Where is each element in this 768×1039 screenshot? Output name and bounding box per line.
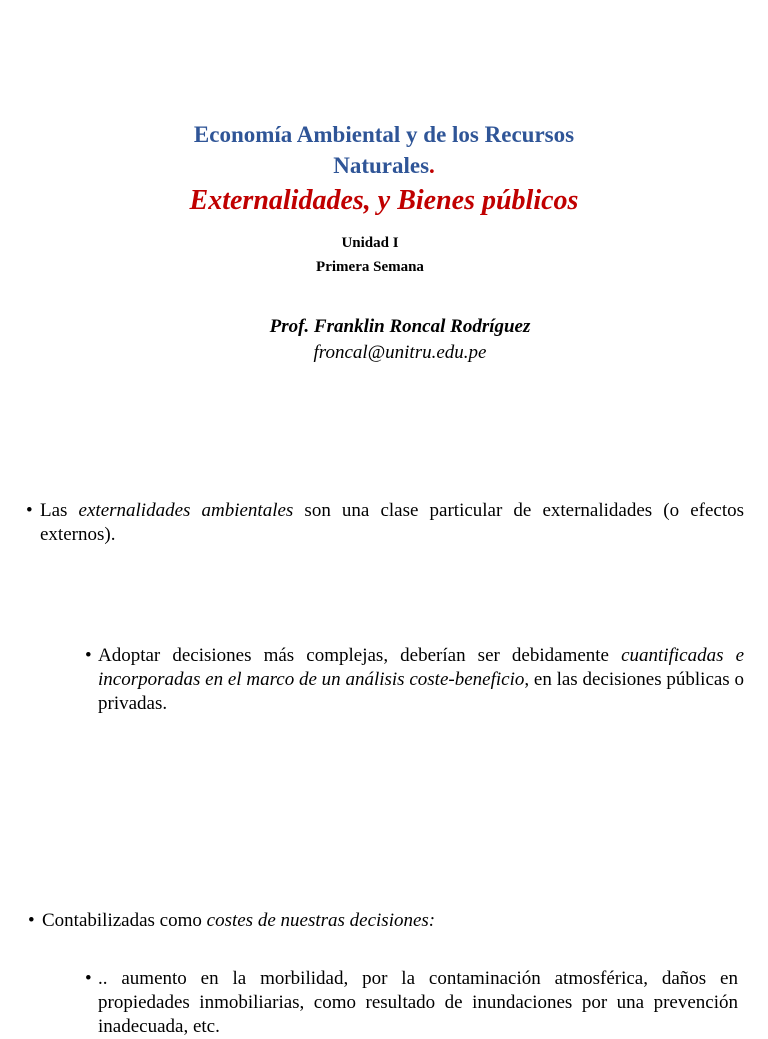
title-line-1: Economía Ambiental y de los Recursos xyxy=(193,122,575,147)
bullet-text-pre: Adoptar decisiones más complejas, deberían ser debidamente xyxy=(98,645,622,666)
title-period: . xyxy=(429,153,435,178)
bullet-marker: • xyxy=(28,910,35,931)
document-title xyxy=(0,119,768,181)
bullet-item xyxy=(85,967,738,1039)
author-email: froncal@unitru.edu.pe xyxy=(313,342,487,363)
author-block xyxy=(0,314,768,366)
bullet-text-emphasis: costes de nuestras decisiones: xyxy=(206,910,436,931)
bullet-text-pre: Las xyxy=(40,500,79,521)
bullet-marker: • xyxy=(26,500,33,521)
document-subtitle: Externalidades, y Bienes públicos xyxy=(189,185,579,216)
bullet-text-pre: .. aumento en la morbilidad, por la contaminación atmosférica, daños en propiedades inmobiliarias, como resultado de inundaciones por una prevención inadecuada, etc. xyxy=(98,968,738,1037)
bullet-text-emphasis: externalidades ambientales xyxy=(78,500,294,521)
bullet-item xyxy=(85,644,744,716)
bullet-text-post: son una clase particular de externalidades (o efectos externos). xyxy=(40,500,745,545)
unit-label: Unidad I xyxy=(341,235,399,251)
bullet-item xyxy=(26,499,745,547)
bullet-text-pre: Contabilizadas como xyxy=(42,910,207,931)
week-label: Primera Semana xyxy=(316,259,424,275)
bullet-marker: • xyxy=(85,645,92,666)
bullet-marker: • xyxy=(85,968,92,989)
bullet-text-emphasis: cuantificadas e incorporadas en el marco de un análisis coste-beneficio xyxy=(98,645,744,690)
bullet-item xyxy=(28,909,742,933)
bullet-text-post: , en las decisiones públicas o privadas. xyxy=(98,669,744,714)
unit-block xyxy=(300,231,440,279)
title-line-2 xyxy=(0,150,768,181)
author-name: Prof. Franklin Roncal Rodríguez xyxy=(269,316,531,337)
title-line-2-text: Naturales xyxy=(333,153,430,178)
